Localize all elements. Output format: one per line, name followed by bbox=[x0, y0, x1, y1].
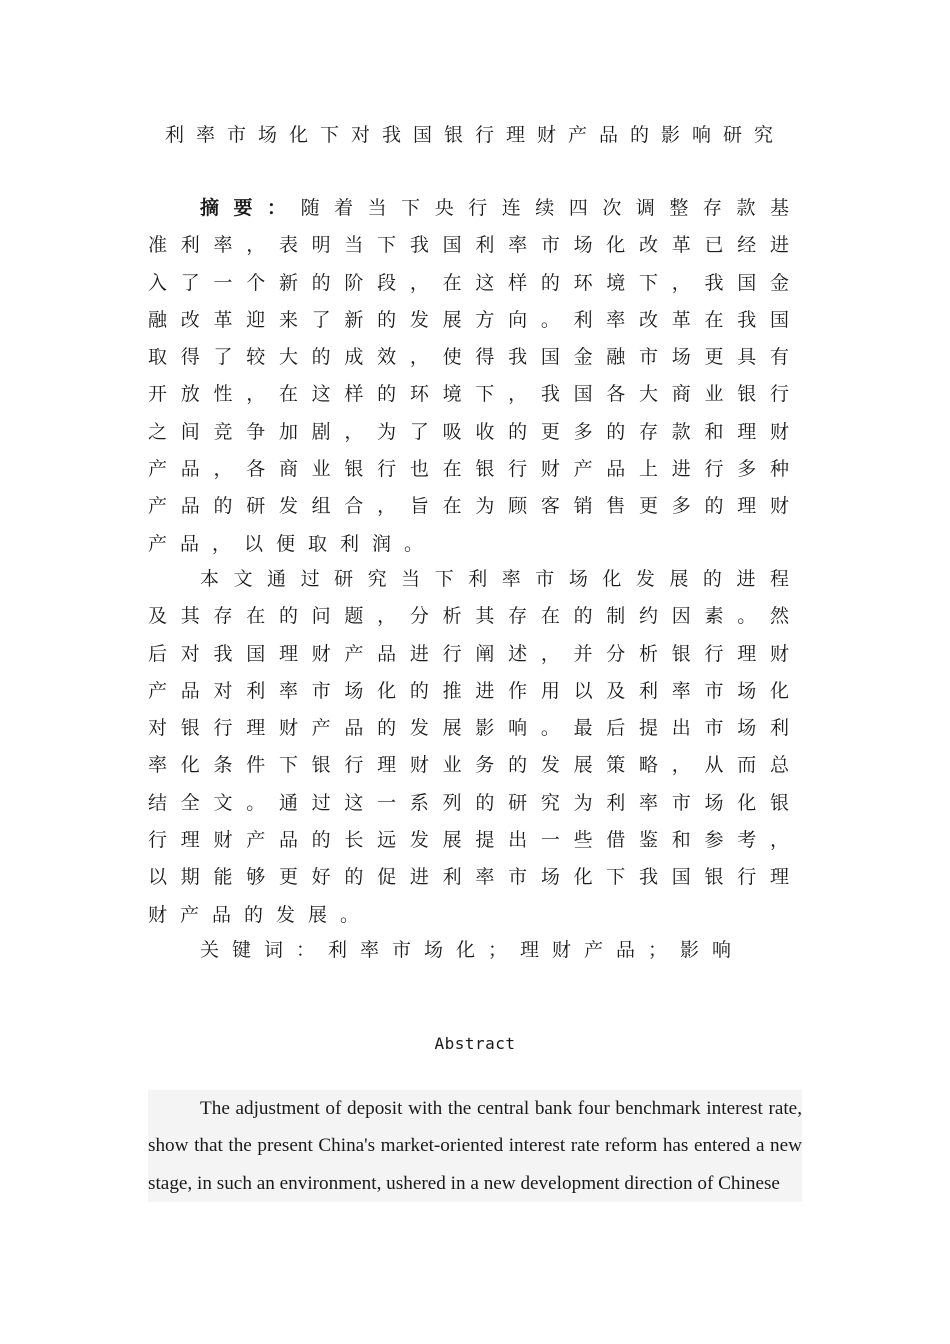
page-title: 利率市场化下对我国银行理财产品的影响研究 bbox=[164, 124, 785, 146]
keywords-line bbox=[200, 933, 800, 967]
keywords-items: 利率市场化；理财产品；影响 bbox=[328, 939, 745, 961]
abstract-cn-label: 摘要： bbox=[200, 197, 301, 219]
abstract-en-paragraph: The adjustment of deposit with the central bank four benchmark interest rate, show that the present China's market-oriented interest rate reform has entered a new stage, in such an environment, ushered in a new development direction of Chinese bbox=[148, 1090, 802, 1202]
abstract-en-heading: Abstract bbox=[434, 1034, 516, 1053]
keywords-label: 关键词： bbox=[200, 939, 329, 961]
body-cn-paragraph: 本文通过研究当下利率市场化发展的进程及其存在的问题，分析其存在的制约因素。然后对我国理财产品进行阐述，并分析银行理财产品对利率市场化的推进作用以及利率市场化对银行理财产品的发展影响。最后提出市场利率化条件下银行理财业务的发展策略，从而总结全文。通过这一系列的研究为利率市场化银行理财产品的长远发展提出一些借鉴和参考，以期能够更好的促进利率市场化下我国银行理财产品的发展。 bbox=[148, 568, 802, 926]
abstract-cn-text: 随着当下央行连续四次调整存款基准利率，表明当下我国利率市场化改革已经进入了一个新的阶段，在这样的环境下，我国金融改革迎来了新的发展方向。利率改革在我国取得了较大的成效，使得我国金融市场更具有开放性，在这样的环境下，我国各大商业银行之间竞争加剧，为了吸收的更多的存款和理财产品，各商业银行也在银行财产品上进行多种产品的研发组合，旨在为顾客销售更多的理财产品，以便取利润。 bbox=[148, 197, 802, 555]
abstract-cn-paragraph bbox=[148, 190, 802, 563]
